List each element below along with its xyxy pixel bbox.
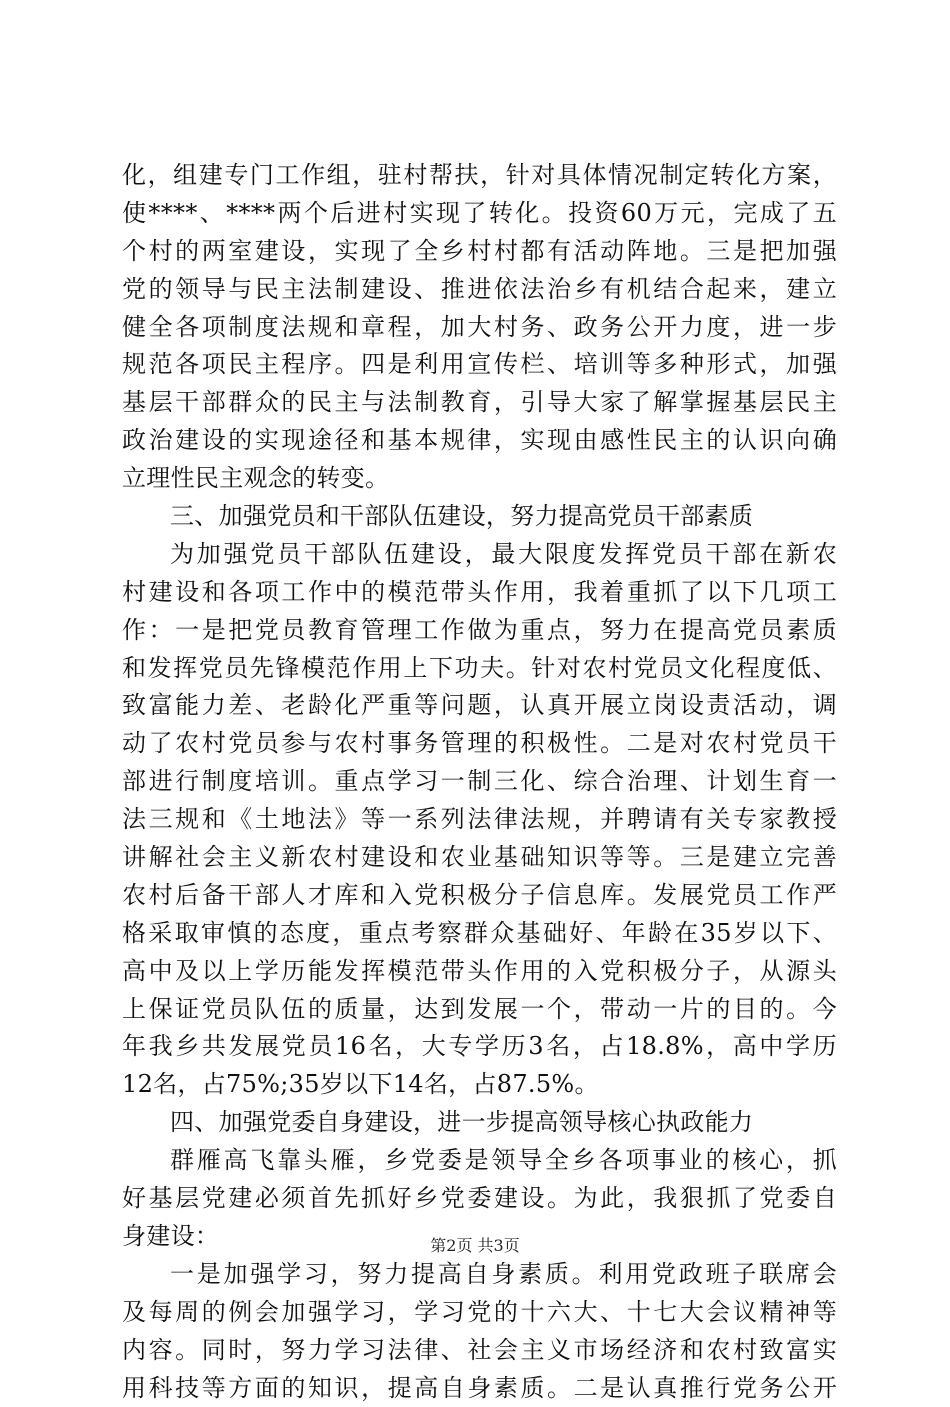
text-line: 政治建设的实现途径和基本规律，实现由感性民主的认识向确 [122,422,837,460]
text-line: 和发挥党员先锋模范作用上下功夫。针对农村党员文化程度低、 [122,650,837,688]
text-line: 一是加强学习，努力提高自身素质。利用党政班子联席会 [122,1256,837,1294]
text-line: 健全各项制度法规和章程，加大村务、政务公开力度，进一步 [122,309,837,347]
text-line: 基层干部群众的民主与法制教育，引导大家了解掌握基层民主 [122,384,837,422]
text-line: 动了农村党员参与农村事务管理的积极性。二是对农村党员干 [122,725,837,763]
text-line: 党的领导与民主法制建设、推进依法治乡有机结合起来，建立 [122,271,837,309]
document-body [122,157,837,1407]
text-line: 高中及以上学历能发挥模范带头作用的入党积极分子，从源头 [122,953,837,991]
text-line: 讲解社会主义新农村建设和农业基础知识等等。三是建立完善 [122,839,837,877]
text-line: 身建设： [122,1218,837,1256]
text-line: 内容。同时，努力学习法律、社会主义市场经济和农村致富实 [122,1332,837,1370]
text-line: 部进行制度培训。重点学习一制三化、综合治理、计划生育一 [122,763,837,801]
text-line: 法三规和《土地法》等一系列法律法规，并聘请有关专家教授 [122,801,837,839]
text-line: 使****、****两个后进村实现了转化。投资60万元，完成了五 [122,195,837,233]
text-line: 规范各项民主程序。四是利用宣传栏、培训等多种形式，加强 [122,346,837,384]
text-line: 群雁高飞靠头雁，乡党委是领导全乡各项事业的核心，抓 [122,1142,837,1180]
text-line: 为加强党员干部队伍建设，最大限度发挥党员干部在新农 [122,536,837,574]
text-line: 格采取审慎的态度，重点考察群众基础好、年龄在35岁以下、 [122,915,837,953]
text-line: 化，组建专门工作组，驻村帮扶，针对具体情况制定转化方案， [122,157,837,195]
text-line: 好基层党建必须首先抓好乡党委建设。为此，我狠抓了党委自 [122,1180,837,1218]
text-line: 及每周的例会加强学习，学习党的十六大、十七大会议精神等 [122,1294,837,1332]
text-line: 立理性民主观念的转变。 [122,460,837,498]
text-line: 12名，占75%;35岁以下14名，占87.5%。 [122,1066,837,1104]
text-line: 三、加强党员和干部队伍建设，努力提高党员干部素质 [122,498,837,536]
text-line: 作：一是把党员教育管理工作做为重点，努力在提高党员素质 [122,612,837,650]
text-line: 村建设和各项工作中的模范带头作用，我着重抓了以下几项工 [122,574,837,612]
text-line: 致富能力差、老龄化严重等问题，认真开展立岗设责活动，调 [122,687,837,725]
text-line: 上保证党员队伍的质量，达到发展一个，带动一片的目的。今 [122,991,837,1029]
text-line: 用科技等方面的知识，提高自身素质。二是认真推行党务公开 [122,1370,837,1407]
text-line: 年我乡共发展党员16名，大专学历3名，占18.8%，高中学历 [122,1028,837,1066]
text-line: 四、加强党委自身建设，进一步提高领导核心执政能力 [122,1104,837,1142]
page-footer: 第2页 共3页 [0,1236,950,1256]
text-line: 个村的两室建设，实现了全乡村村都有活动阵地。三是把加强 [122,233,837,271]
text-line: 农村后备干部人才库和入党积极分子信息库。发展党员工作严 [122,877,837,915]
